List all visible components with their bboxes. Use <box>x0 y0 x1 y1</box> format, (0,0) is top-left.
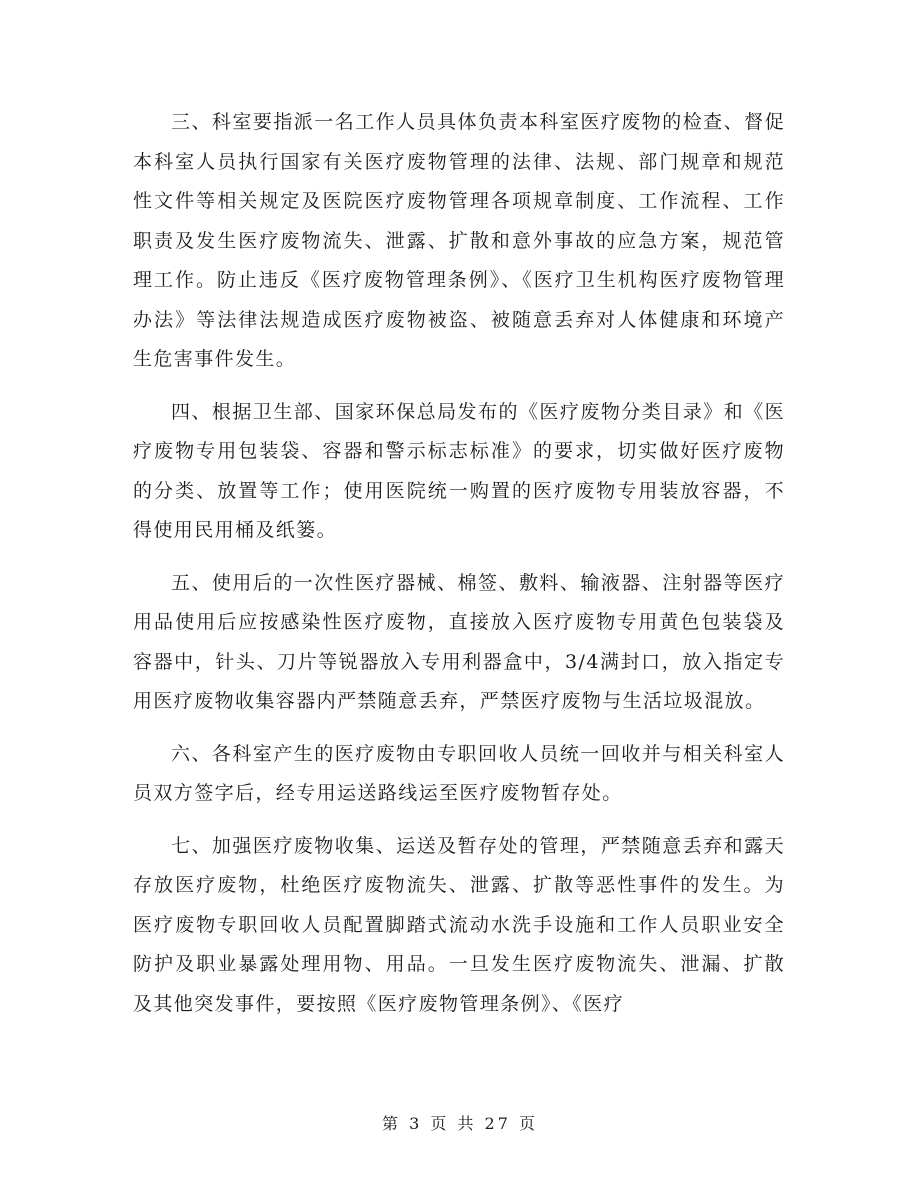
paragraph-4: 四、根据卫生部、国家环保总局发布的《医疗废物分类目录》和《医疗废物专用包装袋、容器和警示标志标准》的要求，切实做好医疗废物的分类、放置等工作；使用医院统一购置的医疗废物专用装放容器，不得使用民用桶及纸篓。 <box>133 400 785 541</box>
document-body <box>133 103 785 1037</box>
paragraph-6: 六、各科室产生的医疗废物由专职回收人员统一回收并与相关科室人员双方签字后，经专用运送路线运至医疗废物暂存处。 <box>133 742 785 804</box>
paragraph-5: 五、使用后的一次性医疗器械、棉签、敷料、输液器、注射器等医疗用品使用后应按感染性医疗废物，直接放入医疗废物专用黄色包装袋及容器中，针头、刀片等锐器放入专用利器盒中，3/4满封口，放入指定专用医疗废物收集容器内严禁随意丢弃，严禁医疗废物与生活垃圾混放。 <box>133 571 785 712</box>
page-number: 第 3 页 共 27 页 <box>382 1114 538 1133</box>
paragraph-3: 三、科室要指派一名工作人员具体负责本科室医疗废物的检查、督促本科室人员执行国家有关医疗废物管理的法律、法规、部门规章和规范性文件等相关规定及医院医疗废物管理各项规章制度、工作流程、工作职责及发生医疗废物流失、泄露、扩散和意外事故的应急方案，规范管理工作。防止违反《医疗废物管理条例》、《医疗卫生机构医疗废物管理办法》等法律法规造成医疗废物被盗、被随意丢弃对人体健康和环境产生危害事件发生。 <box>133 111 785 370</box>
paragraph-7: 七、加强医疗废物收集、运送及暂存处的管理，严禁随意丢弃和露天存放医疗废物，杜绝医疗废物流失、泄露、扩散等恶性事件的发生。为医疗废物专职回收人员配置脚踏式流动水洗手设施和工作人员职业安全防护及职业暴露处理用物、用品。一旦发生医疗废物流失、泄漏、扩散及其他突发事件，要按照《医疗废物管理条例》、《医疗 <box>133 834 785 1015</box>
